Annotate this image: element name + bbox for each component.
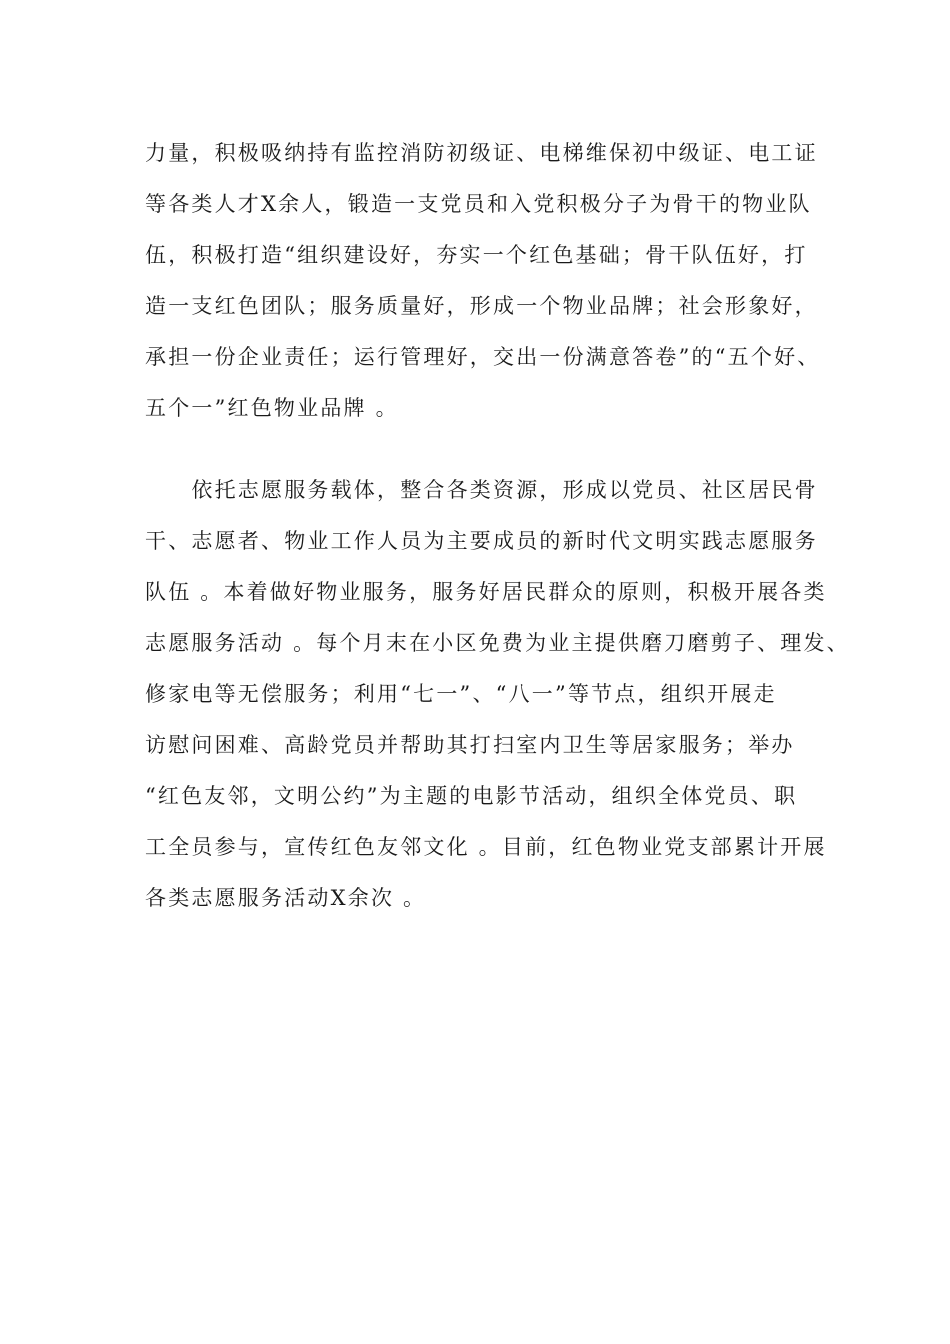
- text-line: 等各类人才X余人，锻造一支党员和入党积极分子为骨干的物业队: [145, 192, 812, 216]
- text-line: 伍，积极打造“组织建设好，夯实一个红色基础；骨干队伍好，打: [145, 243, 808, 267]
- text-line: 五个一”红色物业品牌 。: [145, 396, 399, 420]
- text-line: “红色友邻，文明公约”为主题的电影节活动，组织全体党员、职: [145, 784, 798, 808]
- paragraph-1: [145, 128, 825, 434]
- text-line: 工全员参与，宣传红色友邻文化 。目前，红色物业党支部累计开展: [145, 835, 827, 859]
- text-line: 造一支红色团队；服务质量好，形成一个物业品牌；社会形象好，: [145, 294, 818, 318]
- text-line: 队伍 。本着做好物业服务，服务好居民群众的原则，积极开展各类: [145, 580, 827, 604]
- text-line: 访慰问困难、高龄党员并帮助其打扫室内卫生等居家服务；举办: [145, 733, 795, 757]
- paragraph-spacer: [145, 434, 825, 465]
- text-line: 依托志愿服务载体，整合各类资源，形成以党员、社区居民骨: [145, 478, 818, 502]
- text-line: 力量，积极吸纳持有监控消防初级证、电梯维保初中级证、电工证: [145, 141, 818, 165]
- text-line: 修家电等无偿服务；利用“七一”、“八一”等节点，组织开展走: [145, 682, 777, 706]
- text-line: 承担一份企业责任；运行管理好，交出一份满意答卷”的“五个好、: [145, 345, 821, 369]
- text-line: 志愿服务活动 。每个月末在小区免费为业主提供磨刀磨剪子、理发、: [145, 631, 850, 655]
- text-line: 干、志愿者、物业工作人员为主要成员的新时代文明实践志愿服务: [145, 529, 818, 553]
- text-line: 各类志愿服务活动X余次 。: [145, 886, 427, 910]
- document-body: [145, 128, 850, 924]
- paragraph-2: [145, 465, 850, 924]
